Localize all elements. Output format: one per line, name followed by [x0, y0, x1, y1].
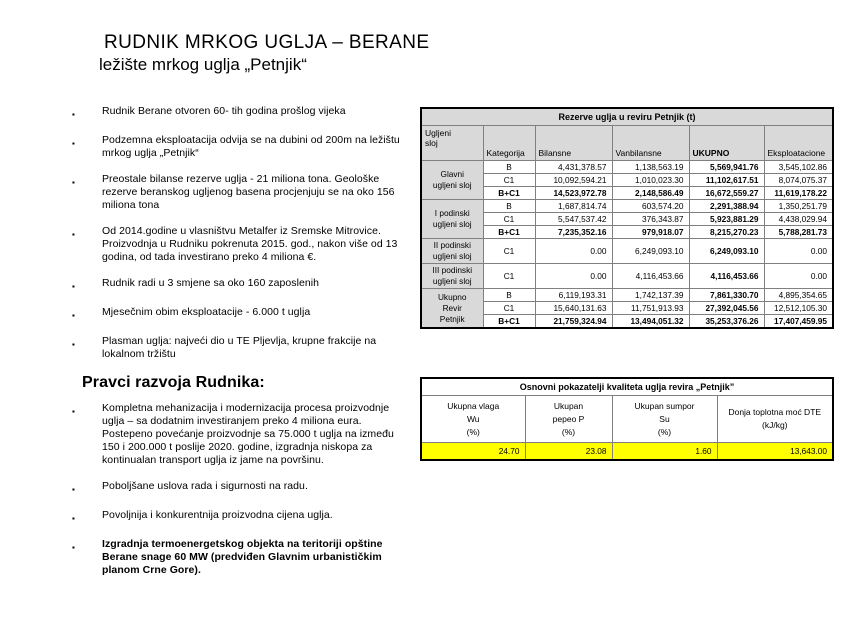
total-reserves-cell: 5,923,881.29: [689, 213, 764, 226]
category-cell: C1: [483, 302, 535, 315]
bullet-marker-icon: ▪: [72, 230, 75, 239]
exploitable-reserves-cell: 0.00: [764, 264, 833, 289]
exploitable-reserves-cell: 0.00: [764, 239, 833, 264]
balance-reserves-cell: 1,687,814.74: [535, 200, 612, 213]
category-cell: B: [483, 289, 535, 302]
total-reserves-cell: 8,215,270.23: [689, 226, 764, 239]
list-item: [72, 134, 412, 160]
list-item-text: Od 2014.godine u vlasništvu Metalfer iz Sremske Mitrovice. Proizvodnja u Rudniku pokrenuta 2015. god., nakon više od 13 godina, od tada investirano preko 4 miliona €.: [102, 225, 398, 263]
quality-column-header-0: [421, 396, 525, 443]
table-row: [421, 161, 833, 174]
category-cell: B+C1: [483, 187, 535, 200]
table-row: [421, 315, 833, 329]
page-title-line-1: RUDNIK MRKOG UGLJA – BERANE: [104, 32, 430, 53]
coal-seam-label-line: III podinski: [432, 265, 473, 275]
quality-header-line: (%): [561, 426, 576, 437]
quality-column-header-3: [717, 396, 833, 443]
quality-header-line: (%): [657, 426, 672, 437]
coal-seam-label-line: ugljeni sloj: [432, 180, 472, 190]
balance-reserves-cell: 0.00: [535, 239, 612, 264]
coal-seam-label-line: Glavni: [440, 169, 465, 179]
bullet-list-bottom: [72, 402, 412, 590]
bullet-marker-icon: ▪: [72, 110, 75, 119]
exploitable-reserves-cell: 4,895,354.65: [764, 289, 833, 302]
table-row: [421, 264, 833, 289]
coal-seam-label-line: I podinski: [434, 208, 470, 218]
quality-value-cell-3: 13,643.00: [717, 443, 833, 461]
list-item: [72, 173, 412, 212]
bullet-marker-icon: ▪: [72, 311, 75, 320]
list-item-text: Plasman uglja: najveći dio u TE Pljevlja, krupne frakcije na lokalnom tržištu: [102, 335, 377, 360]
table-row: [421, 174, 833, 187]
coal-seam-label: [421, 200, 483, 239]
table-row: [421, 187, 833, 200]
quality-column-header-1: [525, 396, 612, 443]
list-item: [72, 538, 412, 577]
bullet-list-top: [72, 105, 412, 374]
table-row: [421, 200, 833, 213]
list-item: [72, 306, 412, 322]
category-cell: C1: [483, 239, 535, 264]
quality-values-row: [421, 443, 833, 461]
bullet-marker-icon: ▪: [72, 282, 75, 291]
table-row: [421, 302, 833, 315]
page-title-line-2: ležište mrkog uglja „Petnjik“: [99, 55, 307, 74]
quality-header-line: (%): [466, 426, 480, 437]
quality-header-line: (kJ/kg): [762, 420, 788, 430]
total-reserves-cell: 16,672,559.27: [689, 187, 764, 200]
off-balance-reserves-cell: 1,742,137.39: [612, 289, 689, 302]
bullet-marker-icon: ▪: [72, 407, 75, 416]
bullet-marker-icon: ▪: [72, 485, 75, 494]
balance-reserves-cell: 0.00: [535, 264, 612, 289]
off-balance-reserves-cell: 6,249,093.10: [612, 239, 689, 264]
bullet-marker-icon: ▪: [72, 543, 75, 552]
exploitable-reserves-cell: 3,545,102.86: [764, 161, 833, 174]
quality-value-cell-2: 1.60: [612, 443, 717, 461]
bullet-marker-icon: ▪: [72, 514, 75, 523]
column-header-1: Kategorija: [483, 126, 535, 161]
coal-seam-label: [421, 289, 483, 329]
balance-reserves-cell: 5,547,537.42: [535, 213, 612, 226]
quality-header-line: Ukupan sumpor: [634, 400, 695, 411]
balance-reserves-cell: 6,119,193.31: [535, 289, 612, 302]
list-item-text: Rudnik Berane otvoren 60- tih godina prošlog vijeka: [102, 105, 346, 117]
exploitable-reserves-cell: 4,438,029.94: [764, 213, 833, 226]
total-reserves-cell: 4,116,453.66: [689, 264, 764, 289]
balance-reserves-cell: 7,235,352.16: [535, 226, 612, 239]
coal-seam-label-line: ugljeni sloj: [432, 219, 472, 229]
balance-reserves-cell: 14,523,972.78: [535, 187, 612, 200]
exploitable-reserves-cell: 11,619,178.22: [764, 187, 833, 200]
total-reserves-cell: 11,102,617.51: [689, 174, 764, 187]
column-header-5: Eksploatacione: [764, 126, 833, 161]
list-item-text: Izgradnja termoenergetskog objekta na teritoriji opštine Berane snage 60 MW (predviđen Glavnim urbanističkim planom Crne Gore).: [102, 538, 383, 576]
table-row: [421, 226, 833, 239]
total-reserves-cell: 2,291,388.94: [689, 200, 764, 213]
exploitable-reserves-cell: 1,350,251.79: [764, 200, 833, 213]
column-header-3: Vanbilansne: [612, 126, 689, 161]
bullet-marker-icon: ▪: [72, 340, 75, 349]
page-title: [99, 32, 524, 75]
table-header-row: [421, 396, 833, 443]
off-balance-reserves-cell: 2,148,586.49: [612, 187, 689, 200]
total-reserves-cell: 6,249,093.10: [689, 239, 764, 264]
list-item-text: Mjesečnim obim eksploatacije - 6.000 t uglja: [102, 306, 311, 318]
coal-seam-label: [421, 264, 483, 289]
off-balance-reserves-cell: 4,116,453.66: [612, 264, 689, 289]
quality-header-line: pepeo P: [552, 413, 585, 424]
total-reserves-cell: 27,392,045.56: [689, 302, 764, 315]
table-row: [421, 239, 833, 264]
reserves-table: [420, 107, 834, 329]
list-item-text: Podzemna eksploatacija odvija se na dubini od 200m na ležištu mrkog uglja „Petnjik“: [102, 134, 400, 159]
list-item-text: Kompletna mehanizacija i modernizacija procesa proizvodnje uglja – sa dodatnim investiranjem preko 4 miliona eura. Postepeno povećanje proizvodnje sa 75.000 t uglja na između 150 i 200.000 t poslije 2020. godine, izgradnja niskopa za kontinualan transport uglja iz jame na površinu.: [102, 402, 394, 466]
table-row: [421, 213, 833, 226]
total-reserves-cell: 7,861,330.70: [689, 289, 764, 302]
list-item: [72, 480, 412, 496]
balance-reserves-cell: 4,431,378.57: [535, 161, 612, 174]
quality-value-cell-0: 24.70: [421, 443, 525, 461]
category-cell: C1: [483, 213, 535, 226]
exploitable-reserves-cell: 17,407,459.95: [764, 315, 833, 329]
list-item: [72, 335, 412, 361]
quality-header-line: Wu: [466, 413, 480, 424]
coal-seam-label-line: Ukupno: [437, 291, 467, 302]
total-reserves-cell: 5,569,941.76: [689, 161, 764, 174]
list-item-text: Poboljšane uslova rada i sigurnosti na radu.: [102, 480, 308, 492]
bullet-marker-icon: ▪: [72, 178, 75, 187]
reserves-table-title: Rezerve uglja u reviru Petnjik (t): [421, 108, 833, 126]
total-reserves-cell: 35,253,376.26: [689, 315, 764, 329]
category-cell: B+C1: [483, 226, 535, 239]
off-balance-reserves-cell: 376,343.87: [612, 213, 689, 226]
off-balance-reserves-cell: 11,751,913.93: [612, 302, 689, 315]
coal-seam-label-line: II podinski: [433, 240, 471, 250]
exploitable-reserves-cell: 12,512,105.30: [764, 302, 833, 315]
table-row: [421, 289, 833, 302]
quality-header-line: Ukupan: [553, 400, 584, 411]
list-item: [72, 509, 412, 525]
quality-header-line: Su: [659, 413, 670, 424]
bullet-marker-icon: ▪: [72, 139, 75, 148]
quality-header-line: Ukupna vlaga: [447, 400, 500, 411]
quality-value-cell-1: 23.08: [525, 443, 612, 461]
category-cell: B+C1: [483, 315, 535, 329]
list-item: [72, 402, 412, 467]
coal-seam-label-line: ugljeni sloj: [432, 251, 472, 261]
section-heading: Pravci razvoja Rudnika:: [82, 374, 265, 391]
balance-reserves-cell: 21,759,324.94: [535, 315, 612, 329]
coal-seam-label: [421, 161, 483, 200]
table-title-row: [421, 378, 833, 396]
off-balance-reserves-cell: 603,574.20: [612, 200, 689, 213]
column-header-line-2: sloj: [425, 138, 438, 148]
column-header-line-1: Ugljeni: [425, 128, 451, 138]
coal-seam-label-line: ugljeni sloj: [432, 276, 472, 286]
list-item: [72, 277, 412, 293]
quality-indicators-table: [420, 377, 834, 461]
category-cell: B: [483, 200, 535, 213]
off-balance-reserves-cell: 13,494,051.32: [612, 315, 689, 329]
coal-seam-label-line: Revir: [442, 302, 462, 313]
column-header-0: [421, 126, 483, 161]
list-item-text: Rudnik radi u 3 smjene sa oko 160 zaposlenih: [102, 277, 319, 289]
quality-header-line: Donja toplotna moć DTE: [728, 407, 822, 417]
column-header-2: Bilansne: [535, 126, 612, 161]
exploitable-reserves-cell: 8,074,075.37: [764, 174, 833, 187]
quality-table-title: Osnovni pokazatelji kvaliteta uglja revira „Petnjik”: [421, 378, 833, 396]
off-balance-reserves-cell: 1,010,023.30: [612, 174, 689, 187]
coal-seam-label-line: Petnjik: [439, 313, 465, 324]
category-cell: B: [483, 161, 535, 174]
balance-reserves-cell: 10,092,594.21: [535, 174, 612, 187]
category-cell: C1: [483, 174, 535, 187]
off-balance-reserves-cell: 979,918.07: [612, 226, 689, 239]
balance-reserves-cell: 15,640,131.63: [535, 302, 612, 315]
table-title-row: [421, 108, 833, 126]
exploitable-reserves-cell: 5,788,281.73: [764, 226, 833, 239]
column-header-4: UKUPNO: [689, 126, 764, 161]
quality-column-header-2: [612, 396, 717, 443]
list-item: [72, 225, 412, 264]
list-item-text: Povoljnija i konkurentnija proizvodna cijena uglja.: [102, 509, 333, 521]
table-header-row: [421, 126, 833, 161]
off-balance-reserves-cell: 1,138,563.19: [612, 161, 689, 174]
coal-seam-label: [421, 239, 483, 264]
category-cell: C1: [483, 264, 535, 289]
list-item: [72, 105, 412, 121]
list-item-text: Preostale bilanse rezerve uglja - 21 miliona tona. Geološke rezerve beranskog ugljenog basena procjenjuju se na oko 156 miliona tona: [102, 173, 395, 211]
